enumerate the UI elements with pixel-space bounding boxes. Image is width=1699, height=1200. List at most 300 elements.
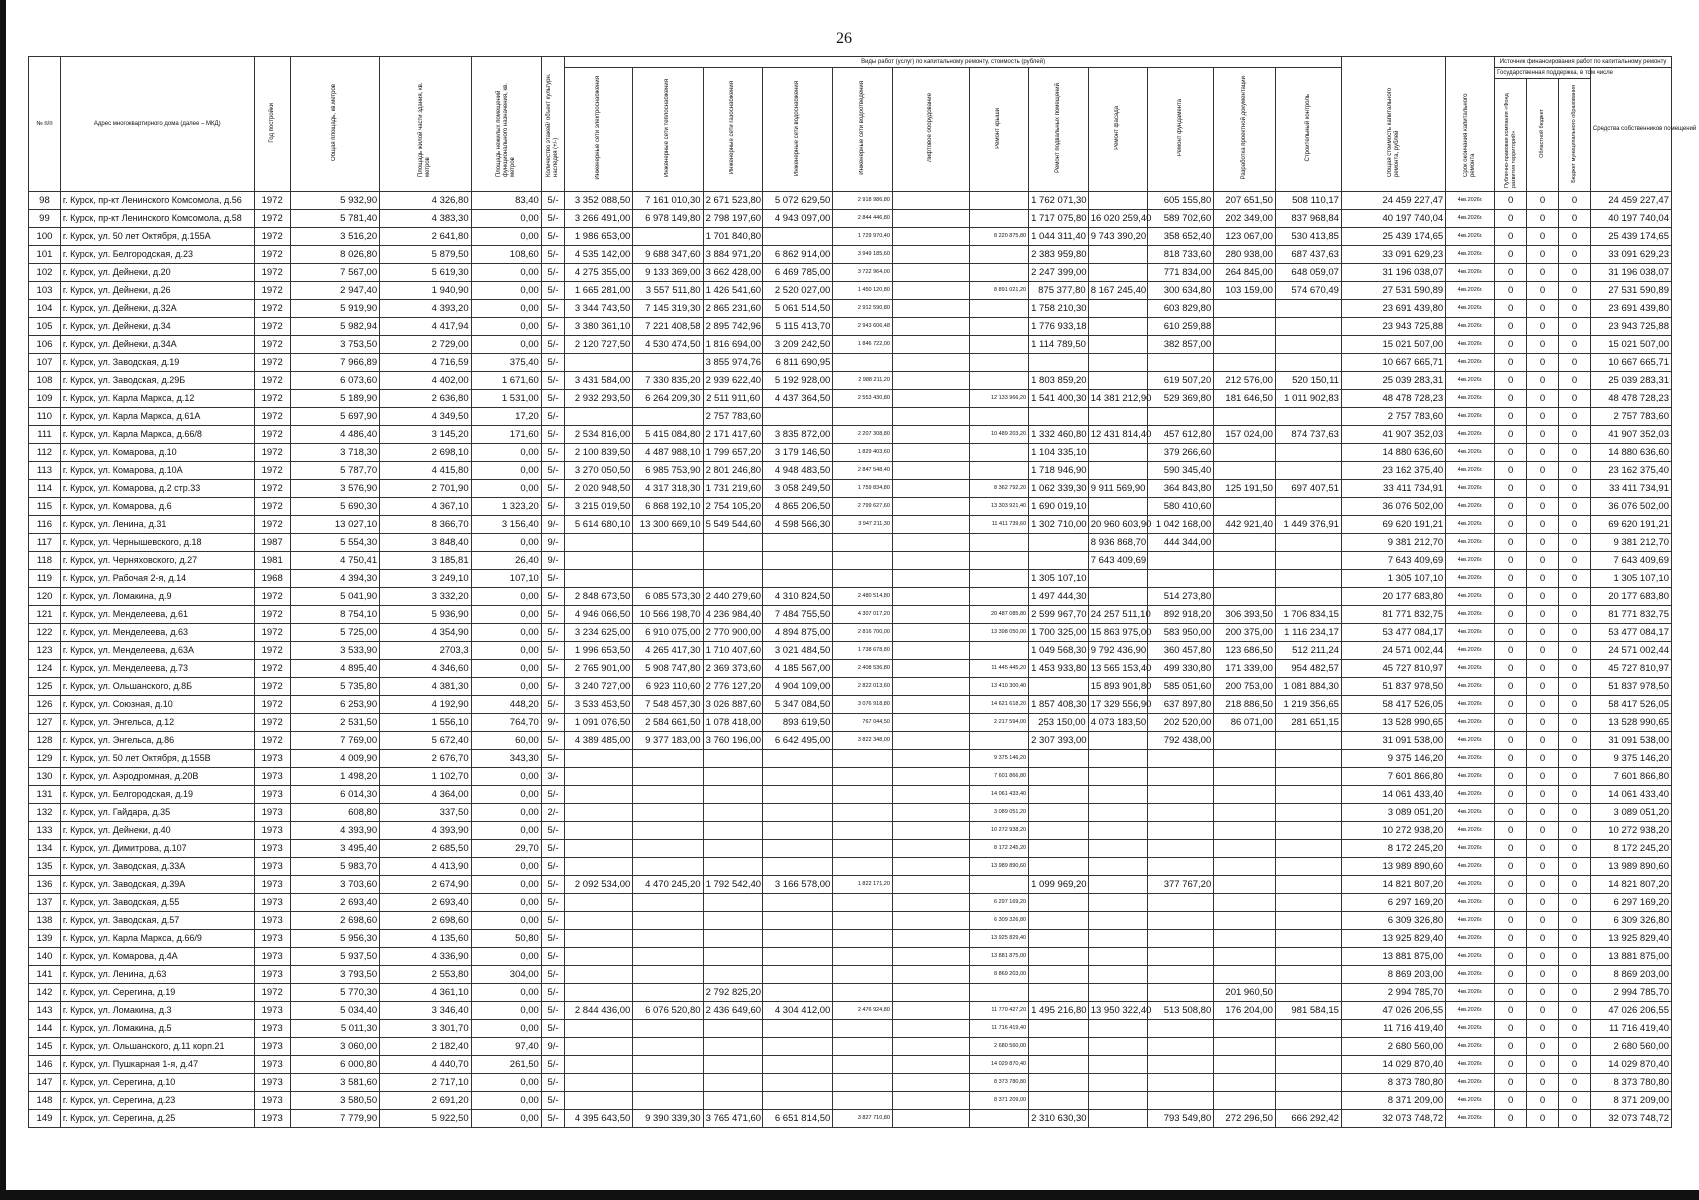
row-address: г. Курск, ул. Ленина, д.63 [60, 966, 254, 984]
row-year: 1981 [254, 552, 290, 570]
row-cost-facade: 13 565 153,40 [1088, 660, 1148, 678]
row-deadline: 4кв.2026г. [1446, 966, 1495, 984]
row-cost-water [763, 984, 833, 1002]
row-number: 149 [29, 1110, 61, 1128]
table-row [29, 534, 1672, 552]
row-own-funds: 8 172 245,20 [1590, 840, 1671, 858]
row-cost-facade: 15 863 975,00 [1088, 624, 1148, 642]
row-cost-basement: 1 049 568,30 [1029, 642, 1089, 660]
row-cost-foundation: 605 155,80 [1148, 192, 1214, 210]
row-cost-basement: 2 310 630,30 [1029, 1110, 1089, 1128]
row-fund: 0 [1495, 606, 1527, 624]
row-cost-roof: 8 172 245,20 [969, 840, 1029, 858]
row-year: 1972 [254, 714, 290, 732]
row-deadline: 4кв.2026г. [1446, 1092, 1495, 1110]
row-cost-foundation: 358 652,40 [1148, 228, 1214, 246]
row-cost-lift [892, 858, 969, 876]
row-cost-lift [892, 894, 969, 912]
row-cost-lift [892, 696, 969, 714]
row-cost-basement [1029, 858, 1089, 876]
row-cost-heat [633, 1074, 703, 1092]
row-cost-lift [892, 750, 969, 768]
row-total-cost: 13 881 875,00 [1341, 948, 1445, 966]
row-cost-foundation [1148, 354, 1214, 372]
row-cost-foundation [1148, 1038, 1214, 1056]
row-living-area: 4 393,90 [380, 822, 472, 840]
row-deadline: 4кв.2026г. [1446, 1038, 1495, 1056]
row-municipal: 0 [1559, 390, 1591, 408]
row-total-area: 5 554,30 [290, 534, 379, 552]
row-cost-design: 123 067,00 [1214, 228, 1276, 246]
row-floors: 5/- [541, 966, 564, 984]
row-cost-control: 1 116 234,17 [1275, 624, 1341, 642]
row-year: 1972 [254, 408, 290, 426]
row-total-area: 7 966,89 [290, 354, 379, 372]
row-address: г. Курск, ул. Комарова, д.6 [60, 498, 254, 516]
table-row [29, 408, 1672, 426]
row-cost-water: 4 185 567,00 [763, 660, 833, 678]
row-living-area: 2 698,10 [380, 444, 472, 462]
row-cost-foundation: 818 733,60 [1148, 246, 1214, 264]
row-living-area: 3 145,20 [380, 426, 472, 444]
row-year: 1973 [254, 1056, 290, 1074]
row-cost-heat [633, 228, 703, 246]
row-regional: 0 [1527, 732, 1559, 750]
row-fund: 0 [1495, 858, 1527, 876]
row-total-cost: 9 381 212,70 [1341, 534, 1445, 552]
row-deadline: 4кв.2026г. [1446, 660, 1495, 678]
row-cost-control: 1 081 884,30 [1275, 678, 1341, 696]
row-year: 1973 [254, 894, 290, 912]
row-total-area: 5 937,50 [290, 948, 379, 966]
row-municipal: 0 [1559, 1038, 1591, 1056]
row-cost-facade [1088, 876, 1148, 894]
row-cost-foundation: 499 330,80 [1148, 660, 1214, 678]
row-year: 1973 [254, 1110, 290, 1128]
row-cost-water [763, 930, 833, 948]
row-cost-water: 3 166 578,00 [763, 876, 833, 894]
row-cost-water [763, 786, 833, 804]
row-number: 148 [29, 1092, 61, 1110]
row-cost-control: 1 449 376,91 [1275, 516, 1341, 534]
row-living-area: 3 301,70 [380, 1020, 472, 1038]
row-cost-roof: 10 272 938,20 [969, 822, 1029, 840]
row-fund: 0 [1495, 912, 1527, 930]
row-cost-facade [1088, 912, 1148, 930]
row-floors: 9/- [541, 714, 564, 732]
header-work-facade: Ремонт фасада [1088, 68, 1148, 192]
row-cost-control [1275, 1038, 1341, 1056]
row-deadline: 4кв.2026г. [1446, 840, 1495, 858]
row-number: 119 [29, 570, 61, 588]
row-own-funds: 53 477 084,17 [1590, 624, 1671, 642]
row-cost-sewer: 2 480 514,80 [833, 588, 893, 606]
row-number: 112 [29, 444, 61, 462]
row-year: 1973 [254, 804, 290, 822]
row-cost-roof [969, 336, 1029, 354]
row-cost-roof [969, 570, 1029, 588]
row-nonliving-area: 50,80 [471, 930, 541, 948]
row-cost-heat: 7 330 835,20 [633, 372, 703, 390]
row-cost-water [763, 408, 833, 426]
row-cost-foundation: 610 259,88 [1148, 318, 1214, 336]
row-cost-sewer: 1 822 171,20 [833, 876, 893, 894]
table-row [29, 282, 1672, 300]
row-cost-design [1214, 786, 1276, 804]
row-cost-sewer [833, 552, 893, 570]
table-row [29, 912, 1672, 930]
row-cost-water: 3 021 484,50 [763, 642, 833, 660]
row-municipal: 0 [1559, 300, 1591, 318]
row-nonliving-area: 0,00 [471, 534, 541, 552]
row-regional: 0 [1527, 1056, 1559, 1074]
row-floors: 5/- [541, 1002, 564, 1020]
row-cost-design: 212 576,00 [1214, 372, 1276, 390]
row-cost-roof: 8 371 209,00 [969, 1092, 1029, 1110]
row-cost-sewer: 2 816 700,00 [833, 624, 893, 642]
row-year: 1968 [254, 570, 290, 588]
row-total-area: 7 769,00 [290, 732, 379, 750]
row-regional: 0 [1527, 840, 1559, 858]
row-deadline: 4кв.2026г. [1446, 264, 1495, 282]
row-total-cost: 9 375 146,20 [1341, 750, 1445, 768]
row-municipal: 0 [1559, 696, 1591, 714]
row-cost-design [1214, 534, 1276, 552]
row-cost-basement [1029, 768, 1089, 786]
row-number: 139 [29, 930, 61, 948]
row-fund: 0 [1495, 318, 1527, 336]
row-total-cost: 6 309 326,80 [1341, 912, 1445, 930]
row-cost-facade [1088, 948, 1148, 966]
row-cost-gas: 3 855 974,76 [703, 354, 763, 372]
row-cost-gas: 1 816 694,00 [703, 336, 763, 354]
row-cost-elec [565, 804, 633, 822]
row-nonliving-area: 0,00 [471, 984, 541, 1002]
row-deadline: 4кв.2026г. [1446, 930, 1495, 948]
row-cost-lift [892, 534, 969, 552]
row-year: 1973 [254, 1038, 290, 1056]
row-cost-elec: 3 533 453,50 [565, 696, 633, 714]
row-cost-facade [1088, 264, 1148, 282]
row-cost-design [1214, 552, 1276, 570]
row-living-area: 1 940,90 [380, 282, 472, 300]
row-year: 1973 [254, 966, 290, 984]
row-address: г. Курск, ул. Чернышевского, д.18 [60, 534, 254, 552]
row-total-cost: 31 091 538,00 [1341, 732, 1445, 750]
row-address: г. Курск, ул. Гайдара, д.35 [60, 804, 254, 822]
row-cost-facade [1088, 804, 1148, 822]
row-cost-roof [969, 372, 1029, 390]
row-deadline: 4кв.2026г. [1446, 552, 1495, 570]
row-fund: 0 [1495, 570, 1527, 588]
row-living-area: 4 364,00 [380, 786, 472, 804]
row-floors: 5/- [541, 750, 564, 768]
row-fund: 0 [1495, 372, 1527, 390]
row-floors: 5/- [541, 732, 564, 750]
row-year: 1972 [254, 678, 290, 696]
row-total-cost: 69 620 191,21 [1341, 516, 1445, 534]
header-regional: Областной бюджет [1527, 79, 1559, 192]
row-cost-elec: 3 380 361,10 [565, 318, 633, 336]
row-cost-control [1275, 876, 1341, 894]
row-cost-sewer [833, 750, 893, 768]
row-address: г. Курск, ул. Карла Маркса, д.12 [60, 390, 254, 408]
table-row [29, 210, 1672, 228]
row-year: 1972 [254, 444, 290, 462]
row-cost-control [1275, 408, 1341, 426]
row-deadline: 4кв.2026г. [1446, 588, 1495, 606]
row-number: 143 [29, 1002, 61, 1020]
row-number: 133 [29, 822, 61, 840]
row-total-area: 6 073,60 [290, 372, 379, 390]
row-regional: 0 [1527, 462, 1559, 480]
row-nonliving-area: 26,40 [471, 552, 541, 570]
row-cost-basement: 1 104 335,10 [1029, 444, 1089, 462]
table-row [29, 354, 1672, 372]
row-deadline: 4кв.2026г. [1446, 534, 1495, 552]
row-cost-water [763, 858, 833, 876]
row-cost-sewer: 2 207 308,80 [833, 426, 893, 444]
row-cost-facade [1088, 192, 1148, 210]
row-cost-design: 442 921,40 [1214, 516, 1276, 534]
row-own-funds: 24 459 227,47 [1590, 192, 1671, 210]
row-total-area: 8 754,10 [290, 606, 379, 624]
row-address: г. Курск, ул. 50 лет Октября, д.155В [60, 750, 254, 768]
row-cost-lift [892, 372, 969, 390]
row-cost-basement [1029, 822, 1089, 840]
row-floors: 5/- [541, 606, 564, 624]
row-own-funds: 8 373 780,80 [1590, 1074, 1671, 1092]
row-cost-elec: 2 765 901,00 [565, 660, 633, 678]
row-own-funds: 33 091 629,23 [1590, 246, 1671, 264]
row-number: 145 [29, 1038, 61, 1056]
row-year: 1972 [254, 426, 290, 444]
row-cost-sewer: 3 827 710,80 [833, 1110, 893, 1128]
row-fund: 0 [1495, 768, 1527, 786]
row-cost-control: 508 110,17 [1275, 192, 1341, 210]
row-cost-elec: 4 535 142,00 [565, 246, 633, 264]
row-cost-facade: 12 431 814,40 [1088, 426, 1148, 444]
row-total-cost: 40 197 740,04 [1341, 210, 1445, 228]
row-address: г. Курск, ул. Серегина, д.23 [60, 1092, 254, 1110]
row-cost-design: 200 375,00 [1214, 624, 1276, 642]
row-cost-roof [969, 444, 1029, 462]
row-cost-basement: 1 690 019,10 [1029, 498, 1089, 516]
row-cost-elec [565, 534, 633, 552]
header-fund: Публично-правовая компания «Фонд развития территорий» [1495, 79, 1527, 192]
row-cost-gas: 2 511 911,60 [703, 390, 763, 408]
row-cost-gas [703, 534, 763, 552]
row-cost-elec [565, 1074, 633, 1092]
row-cost-sewer: 3 822 348,00 [833, 732, 893, 750]
row-cost-elec [565, 1038, 633, 1056]
row-regional: 0 [1527, 480, 1559, 498]
row-cost-heat [633, 984, 703, 1002]
row-cost-lift [892, 408, 969, 426]
row-year: 1973 [254, 822, 290, 840]
row-cost-control: 837 968,84 [1275, 210, 1341, 228]
row-fund: 0 [1495, 1038, 1527, 1056]
row-cost-heat [633, 822, 703, 840]
row-cost-sewer: 767 044,50 [833, 714, 893, 732]
row-nonliving-area: 0,00 [471, 894, 541, 912]
row-cost-facade [1088, 408, 1148, 426]
row-cost-elec [565, 858, 633, 876]
row-cost-foundation [1148, 948, 1214, 966]
row-own-funds: 51 837 978,50 [1590, 678, 1671, 696]
row-number: 99 [29, 210, 61, 228]
row-nonliving-area: 304,00 [471, 966, 541, 984]
row-cost-facade [1088, 588, 1148, 606]
row-deadline: 4кв.2026г. [1446, 300, 1495, 318]
row-cost-elec: 4 389 485,00 [565, 732, 633, 750]
row-cost-heat: 2 584 661,50 [633, 714, 703, 732]
row-own-funds: 45 727 810,97 [1590, 660, 1671, 678]
row-nonliving-area: 343,30 [471, 750, 541, 768]
row-deadline: 4кв.2026г. [1446, 444, 1495, 462]
row-cost-design [1214, 498, 1276, 516]
row-own-funds: 8 869 203,00 [1590, 966, 1671, 984]
row-address: г. Курск, ул. Димитрова, д.107 [60, 840, 254, 858]
row-address: г. Курск, ул. Менделеева, д.61 [60, 606, 254, 624]
row-living-area: 2 698,60 [380, 912, 472, 930]
row-total-cost: 1 305 107,10 [1341, 570, 1445, 588]
row-cost-heat: 7 221 408,58 [633, 318, 703, 336]
row-cost-design [1214, 336, 1276, 354]
row-year: 1972 [254, 354, 290, 372]
row-cost-facade [1088, 498, 1148, 516]
row-cost-gas [703, 768, 763, 786]
row-cost-roof: 9 375 146,20 [969, 750, 1029, 768]
row-floors: 5/- [541, 480, 564, 498]
table-row [29, 966, 1672, 984]
row-fund: 0 [1495, 786, 1527, 804]
row-living-area: 2 553,80 [380, 966, 472, 984]
row-total-area: 3 718,30 [290, 444, 379, 462]
row-cost-foundation: 603 829,80 [1148, 300, 1214, 318]
row-cost-sewer [833, 1020, 893, 1038]
row-number: 132 [29, 804, 61, 822]
row-cost-roof: 11 411 739,60 [969, 516, 1029, 534]
row-living-area: 4 135,60 [380, 930, 472, 948]
row-number: 102 [29, 264, 61, 282]
table-row [29, 1092, 1672, 1110]
row-municipal: 0 [1559, 732, 1591, 750]
row-regional: 0 [1527, 552, 1559, 570]
row-cost-elec: 2 844 436,00 [565, 1002, 633, 1020]
row-total-cost: 20 177 683,80 [1341, 588, 1445, 606]
row-living-area: 4 354,90 [380, 624, 472, 642]
header-work-control: Строительный контроль [1275, 68, 1341, 192]
row-cost-water: 3 209 242,50 [763, 336, 833, 354]
row-address: г. Курск, ул. Карла Маркса, д.66/8 [60, 426, 254, 444]
header-works-group: Виды работ (услуг) по капитальному ремонту, стоимость (рублей) [565, 57, 1342, 68]
row-total-area: 5 781,40 [290, 210, 379, 228]
row-floors: 5/- [541, 336, 564, 354]
row-address: г. Курск, ул. Карла Маркса, д.66/9 [60, 930, 254, 948]
row-cost-control [1275, 462, 1341, 480]
table-row [29, 930, 1672, 948]
row-regional: 0 [1527, 390, 1559, 408]
row-cost-basement [1029, 534, 1089, 552]
row-cost-water: 893 619,50 [763, 714, 833, 732]
row-cost-roof: 8 373 780,80 [969, 1074, 1029, 1092]
row-cost-foundation [1148, 786, 1214, 804]
row-own-funds: 13 881 875,00 [1590, 948, 1671, 966]
row-cost-facade [1088, 1038, 1148, 1056]
row-cost-water [763, 768, 833, 786]
row-cost-gas: 2 440 279,60 [703, 588, 763, 606]
row-cost-foundation: 637 897,80 [1148, 696, 1214, 714]
row-cost-water: 4 904 109,00 [763, 678, 833, 696]
row-regional: 0 [1527, 912, 1559, 930]
row-cost-roof: 2 680 560,00 [969, 1038, 1029, 1056]
row-cost-basement: 2 307 393,00 [1029, 732, 1089, 750]
row-cost-control: 530 413,85 [1275, 228, 1341, 246]
row-cost-sewer: 1 829 403,60 [833, 444, 893, 462]
row-cost-basement [1029, 894, 1089, 912]
table-row [29, 624, 1672, 642]
row-cost-design [1214, 1020, 1276, 1038]
row-cost-sewer: 2 847 548,40 [833, 462, 893, 480]
row-cost-heat [633, 786, 703, 804]
row-total-cost: 11 716 419,40 [1341, 1020, 1445, 1038]
row-own-funds: 47 026 206,55 [1590, 1002, 1671, 1020]
row-cost-roof [969, 1110, 1029, 1128]
row-regional: 0 [1527, 246, 1559, 264]
row-cost-basement: 2 599 967,70 [1029, 606, 1089, 624]
row-cost-water [763, 966, 833, 984]
row-deadline: 4кв.2026г. [1446, 822, 1495, 840]
row-cost-water: 6 642 495,00 [763, 732, 833, 750]
row-own-funds: 13 989 890,60 [1590, 858, 1671, 876]
row-total-area: 2 531,50 [290, 714, 379, 732]
row-nonliving-area: 29,70 [471, 840, 541, 858]
row-living-area: 5 936,90 [380, 606, 472, 624]
row-municipal: 0 [1559, 516, 1591, 534]
row-cost-foundation: 379 266,60 [1148, 444, 1214, 462]
row-cost-facade [1088, 1092, 1148, 1110]
row-cost-roof: 13 410 300,40 [969, 678, 1029, 696]
row-nonliving-area: 0,00 [471, 858, 541, 876]
row-year: 1972 [254, 606, 290, 624]
row-fund: 0 [1495, 804, 1527, 822]
row-own-funds: 9 375 146,20 [1590, 750, 1671, 768]
row-floors: 5/- [541, 912, 564, 930]
row-address: г. Курск, ул. Ломакина, д.9 [60, 588, 254, 606]
row-total-area: 6 253,90 [290, 696, 379, 714]
row-cost-roof: 14 029 870,40 [969, 1056, 1029, 1074]
row-year: 1973 [254, 1020, 290, 1038]
row-total-area: 4 009,90 [290, 750, 379, 768]
row-address: г. Курск, ул. Белгородская, д.19 [60, 786, 254, 804]
row-year: 1972 [254, 318, 290, 336]
row-own-funds: 23 691 439,80 [1590, 300, 1671, 318]
row-cost-lift [892, 318, 969, 336]
row-cost-design [1214, 894, 1276, 912]
row-regional: 0 [1527, 336, 1559, 354]
row-number: 105 [29, 318, 61, 336]
row-cost-design [1214, 930, 1276, 948]
row-number: 118 [29, 552, 61, 570]
row-total-cost: 3 089 051,20 [1341, 804, 1445, 822]
row-deadline: 4кв.2026г. [1446, 624, 1495, 642]
row-total-area: 5 983,70 [290, 858, 379, 876]
row-cost-roof [969, 246, 1029, 264]
row-cost-sewer [833, 858, 893, 876]
header-municipal: Бюджет муниципального образования [1559, 79, 1591, 192]
row-deadline: 4кв.2026г. [1446, 876, 1495, 894]
